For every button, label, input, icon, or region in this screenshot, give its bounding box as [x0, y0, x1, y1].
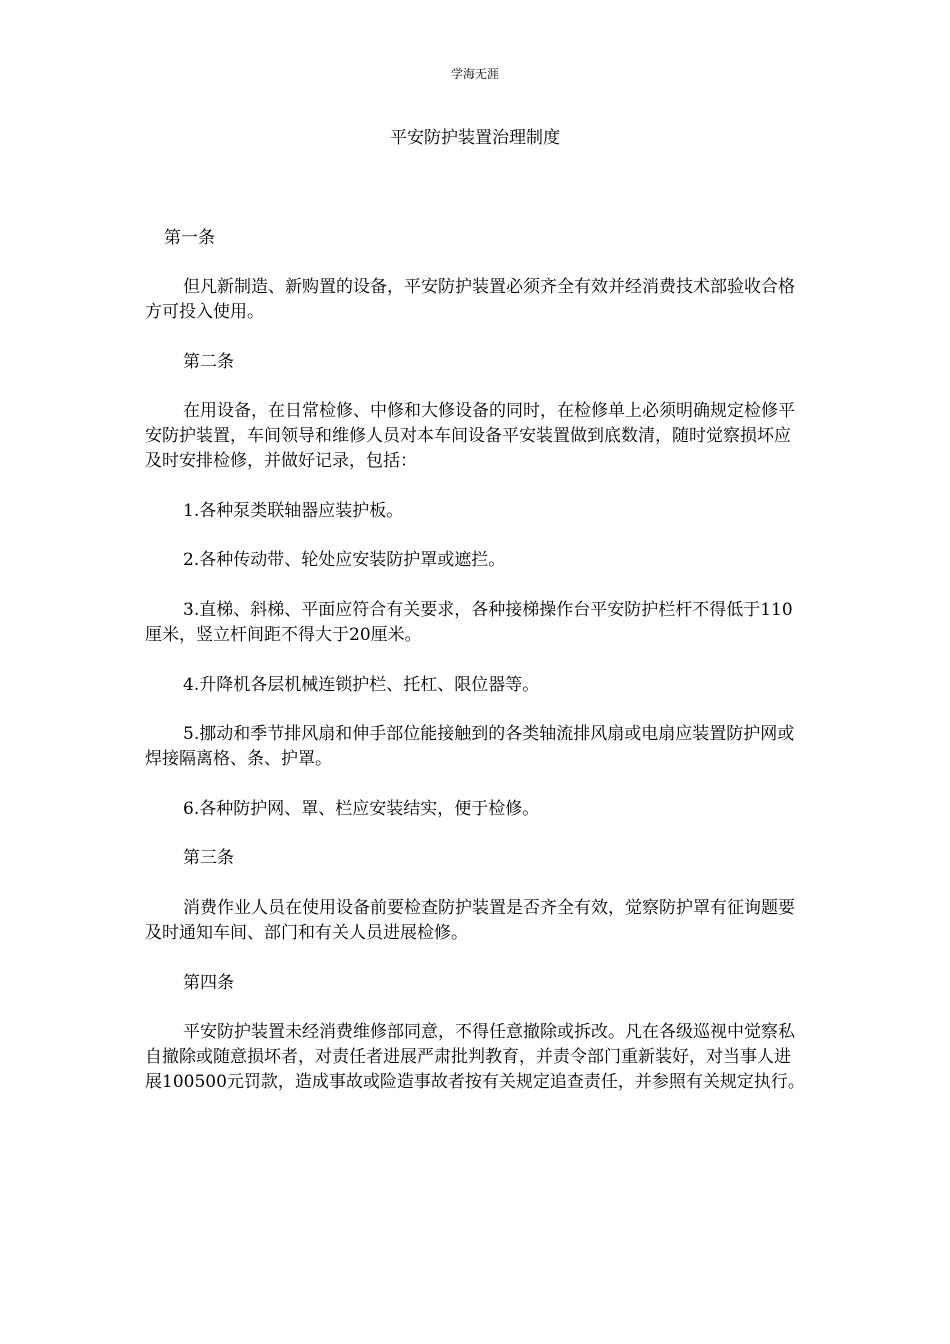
- article-2-item-3: 3.直梯、斜梯、平面应符合有关要求，各种接梯操作台平安防护栏杆不得低于110厘米，竖立杆间距不得大于20厘米。: [145, 600, 793, 645]
- article-1-heading: 第一条: [164, 228, 215, 248]
- document-title: 平安防护装置治理制度: [390, 128, 560, 148]
- article-3-heading: 第三条: [183, 848, 234, 868]
- article-2-item-2: 2.各种传动带、轮处应安装防护罩或遮拦。: [183, 550, 506, 570]
- article-2-item-5: 5.挪动和季节排风扇和伸手部位能接触到的各类轴流排风扇或电扇应装置防护网或焊接隔离格、条、护罩。: [145, 724, 795, 769]
- page-header: 学海无涯: [450, 67, 499, 81]
- article-2-paragraph-1: 在用设备，在日常检修、中修和大修设备的同时，在检修单上必须明确规定检修平安防护装置，车间领导和维修人员对本车间设备平安装置做到底数清，随时觉察损坏应及时安排检修，并做好记录，包括：: [145, 401, 795, 471]
- article-3-paragraph-1: 消费作业人员在使用设备前要检查防护装置是否齐全有效，觉察防护罩有征询题要及时通知车间、部门和有关人员进展检修。: [145, 898, 795, 943]
- article-2-item-4: 4.升降机各层机械连锁护栏、托杠、限位器等。: [183, 675, 540, 695]
- article-1-paragraph-1: 但凡新制造、新购置的设备，平安防护装置必须齐全有效并经消费技术部验收合格方可投入使用。: [145, 277, 795, 322]
- article-4-heading: 第四条: [183, 973, 234, 993]
- article-2-heading: 第二条: [183, 352, 234, 372]
- article-2-item-1: 1.各种泵类联轴器应装护板。: [183, 501, 404, 521]
- article-2-item-6: 6.各种防护网、罩、栏应安装结实，便于检修。: [183, 799, 540, 819]
- article-4-paragraph-1: 平安防护装置未经消费维修部同意，不得任意撤除或拆改。凡在各级巡视中觉察私自撤除或随意损坏者，对责任者进展严肃批判教育，并责令部门重新装好，对当事人进展100500元罚款，造成事故或险造事故者按有关规定追查责任，并参照有关规定执行。: [145, 1022, 805, 1092]
